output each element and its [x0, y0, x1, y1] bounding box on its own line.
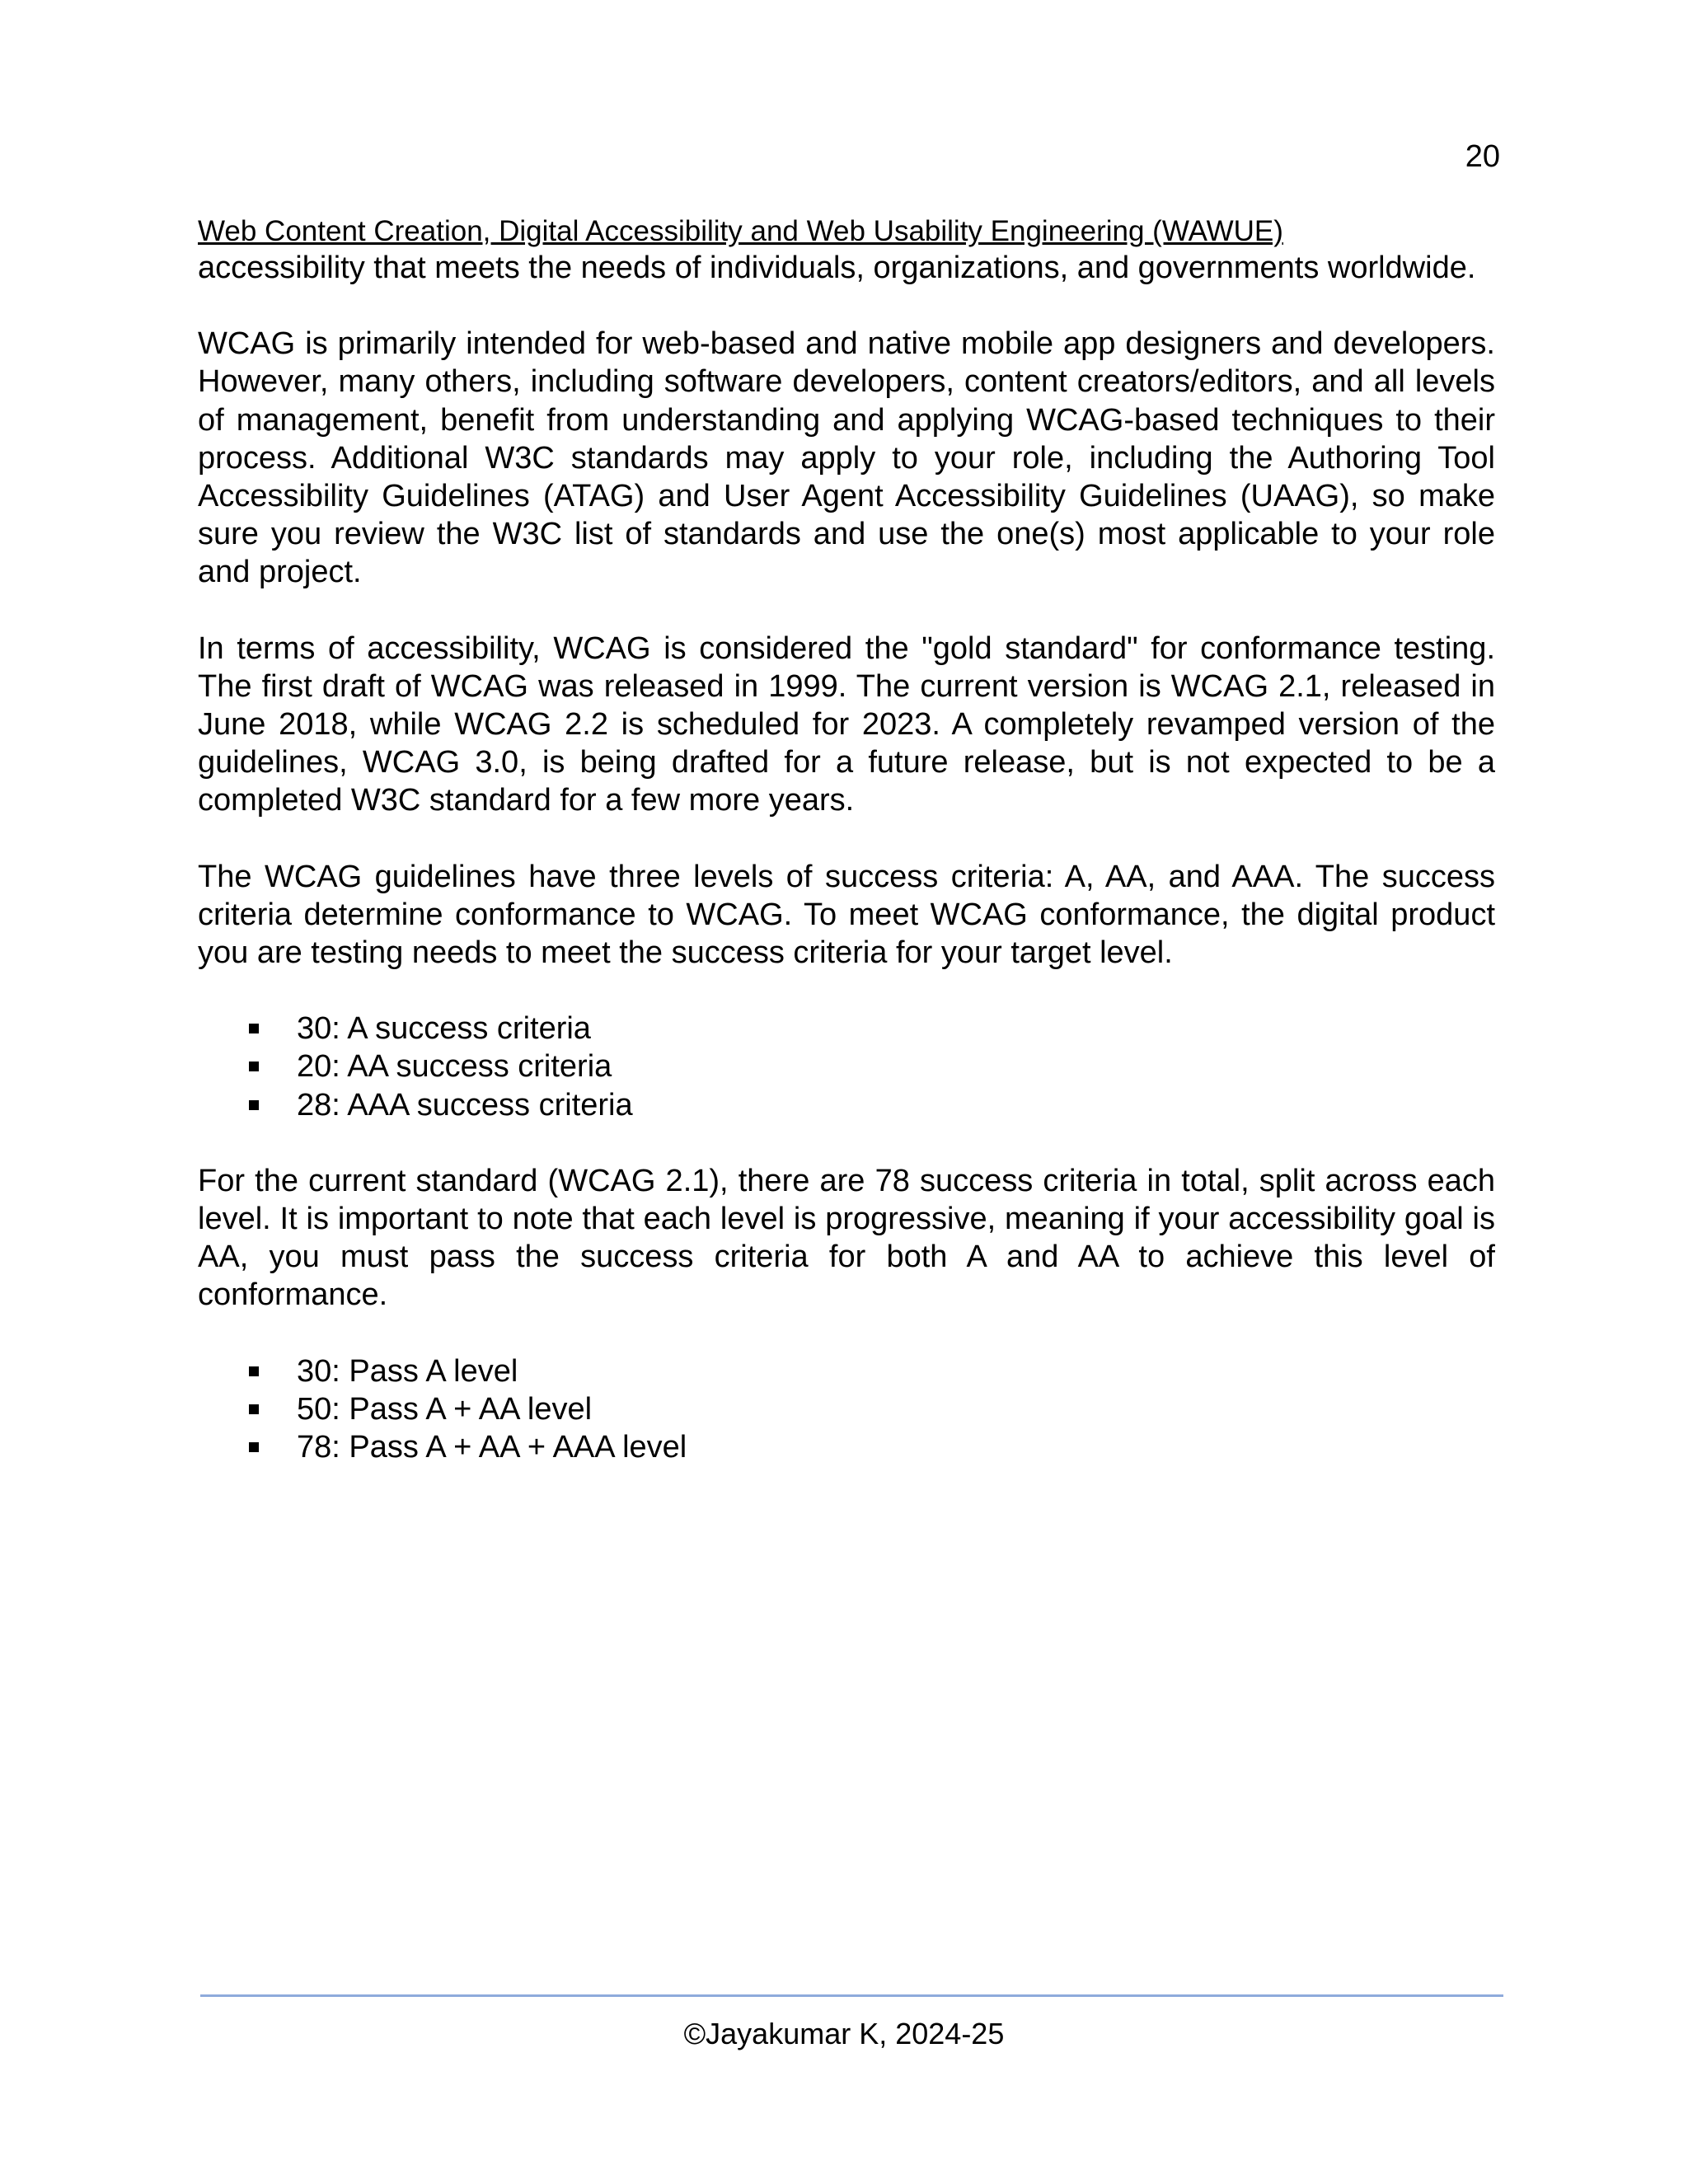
paragraph-wcag-audience: WCAG is primarily intended for web-based and native mobile app designers and developers. However, many others, including software developers, content creators/editors, and all levels of management, benefit from understanding and applying WCAG-based techniques to their process. Additional W3C standards may apply to your role, including the Authoring Tool Accessibility Guidelines (ATAG) and User Agent Accessibility Guidelines (UAAG), so make sure you review the W3C list of standards and use the one(s) most applicable to your role and project. — [198, 326, 1495, 590]
square-bullet-icon — [249, 1100, 259, 1110]
paragraph-spacer — [198, 1124, 1495, 1162]
square-bullet-icon — [249, 1366, 259, 1376]
running-header: Web Content Creation, Digital Accessibility and Web Usability Engineering (WAWUE) — [198, 215, 1283, 247]
paragraph-spacer — [198, 592, 1495, 630]
criteria-bullet-list — [198, 1010, 1495, 1124]
paragraph-spacer — [198, 1315, 1495, 1352]
list-item — [297, 1390, 1495, 1428]
list-item-text: 78: Pass A + AA + AAA level — [297, 1430, 687, 1465]
square-bullet-icon — [249, 1442, 259, 1452]
list-item — [297, 1047, 1495, 1085]
paragraph-spacer — [198, 820, 1495, 858]
paragraph-progressive-levels: For the current standard (WCAG 2.1), there are 78 success criteria in total, split across each level. It is important to note that each level is progressive, meaning if your accessibility goal is AA, you must pass the success criteria for both A and AA to achieve this level of conformance. — [198, 1163, 1495, 1313]
footer-copyright: ©Jayakumar K, 2024-25 — [683, 2017, 1005, 2050]
list-item-text: 30: Pass A level — [297, 1353, 518, 1389]
page-number: 20 — [1465, 139, 1500, 174]
list-item — [297, 1086, 1495, 1124]
list-item — [297, 1010, 1495, 1047]
paragraph-success-levels: The WCAG guidelines have three levels of success criteria: A, AA, and AAA. The success criteria determine conformance to WCAG. To meet WCAG conformance, the digital product you are testing needs to meet the success criteria for your target level. — [198, 859, 1495, 971]
square-bullet-icon — [249, 1062, 259, 1071]
list-item-text: 28: AAA success criteria — [297, 1087, 633, 1122]
square-bullet-icon — [249, 1404, 259, 1414]
paragraph-spacer — [198, 972, 1495, 1010]
list-item — [297, 1428, 1495, 1466]
list-item-text: 50: Pass A + AA level — [297, 1391, 593, 1427]
list-item — [297, 1352, 1495, 1390]
paragraph-continuation: accessibility that meets the needs of individuals, organizations, and governments worldwide. — [198, 251, 1476, 285]
pass-bullet-list — [198, 1352, 1495, 1467]
list-item-text: 30: A success criteria — [297, 1011, 591, 1047]
paragraph-wcag-history: In terms of accessibility, WCAG is considered the "gold standard" for conformance testing. The first draft of WCAG was released in 1999. The current version is WCAG 2.1, released in June 2018, while WCAG 2.2 is scheduled for 2023. A completely revamped version of the guidelines, WCAG 3.0, is being drafted for a future release, but is not expected to be a completed W3C standard for a few more years. — [198, 630, 1495, 818]
paragraph-spacer — [198, 287, 1495, 325]
square-bullet-icon — [249, 1024, 259, 1033]
list-item-text: 20: AA success criteria — [297, 1049, 612, 1085]
page-content — [198, 214, 1495, 1466]
footer-divider — [200, 1994, 1503, 1997]
